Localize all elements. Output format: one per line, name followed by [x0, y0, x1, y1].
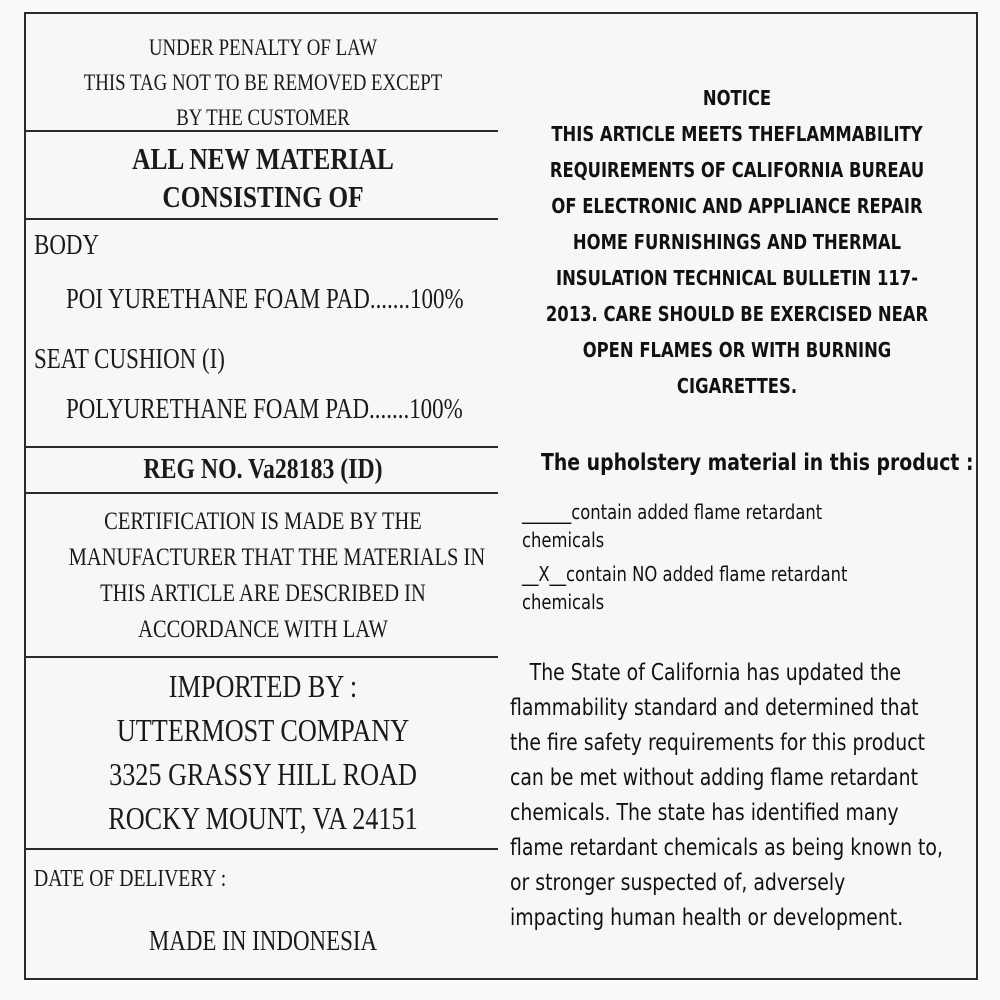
- warning-line-3: BY THE CUSTOMER: [176, 105, 350, 130]
- state-line-2: flammability standard and determined that: [510, 695, 919, 721]
- material-heading-line-2: CONSISTING OF: [162, 179, 364, 214]
- notice-block: [498, 80, 976, 404]
- notice-line-5: INSULATION TECHNICAL BULLETIN 117-: [555, 266, 919, 290]
- importer-name: UTTERMOST COMPANY: [116, 712, 410, 748]
- reg-no-section: [26, 448, 500, 494]
- option-added-blank: ______: [522, 500, 572, 524]
- state-line-7: or stronger suspected of, adversely: [510, 870, 846, 896]
- notice-line-2: REQUIREMENTS OF CALIFORNIA BUREAU: [549, 158, 925, 182]
- imported-by-label: IMPORTED BY :: [168, 668, 358, 704]
- notice-line-1: THIS ARTICLE MEETS THEFLAMMABILITY: [551, 122, 923, 146]
- upholstery-intro: The upholstery material in this product :: [541, 450, 974, 476]
- option-no-added-text: contain NO added flame retardant: [566, 562, 848, 586]
- importer-section: [26, 658, 500, 850]
- option-added: [522, 498, 919, 554]
- notice-line-6: 2013. CARE SHOULD BE EXERCISED NEAR: [545, 302, 929, 326]
- seat-cushion-label: SEAT CUSHION (I): [34, 344, 225, 375]
- flame-retardant-options: [522, 498, 919, 616]
- state-line-4: can be met without adding flame retardant: [510, 765, 918, 791]
- date-of-delivery-label: DATE OF DELIVERY :: [34, 866, 227, 892]
- seat-cushion-content: POLYURETHANE FOAM PAD.......100%: [66, 394, 463, 425]
- option-no-added-checkmark: __X__: [522, 562, 567, 586]
- warning-section: [26, 14, 500, 132]
- notice-line-7: OPEN FLAMES OR WITH BURNING: [582, 338, 892, 362]
- importer-street: 3325 GRASSY HILL ROAD: [109, 756, 417, 792]
- material-heading-line-1: ALL NEW MATERIAL: [132, 141, 394, 176]
- notice-line-8: CIGARETTES.: [676, 374, 798, 398]
- delivery-section: [26, 850, 500, 976]
- left-panel: [24, 12, 502, 980]
- certification-line-4: ACCORDANCE WITH LAW: [138, 616, 388, 643]
- notice-line-4: HOME FURNISHINGS AND THERMAL: [572, 230, 902, 254]
- notice-title: NOTICE: [702, 86, 772, 110]
- state-line-8: impacting human health or development.: [510, 905, 904, 931]
- country-of-origin: MADE IN INDONESIA: [148, 926, 378, 957]
- state-line-1: The State of California has updated the: [529, 660, 902, 686]
- certification-line-2: MANUFACTURER THAT THE MATERIALS IN: [68, 544, 486, 571]
- state-line-5: chemicals. The state has identified many: [510, 800, 899, 826]
- option-no-added-cont: chemicals: [522, 590, 605, 614]
- state-line-6: flame retardant chemicals as being known to,: [510, 835, 943, 861]
- right-panel: [498, 12, 978, 980]
- certification-line-3: THIS ARTICLE ARE DESCRIBED IN: [100, 580, 426, 607]
- warning-line-2: THIS TAG NOT TO BE REMOVED EXCEPT: [83, 70, 443, 95]
- option-no-added: [522, 560, 919, 616]
- importer-city: ROCKY MOUNT, VA 24151: [108, 800, 418, 836]
- body-content: POI YURETHANE FOAM PAD.......100%: [66, 284, 464, 315]
- state-line-3: the fire safety requirements for this product: [510, 730, 926, 756]
- state-statement: [510, 656, 1000, 936]
- notice-line-3: OF ELECTRONIC AND APPLIANCE REPAIR: [551, 194, 923, 218]
- certification-line-1: CERTIFICATION IS MADE BY THE: [104, 508, 422, 535]
- option-added-cont: chemicals: [522, 528, 605, 552]
- option-added-text: contain added flame retardant: [571, 500, 823, 524]
- reg-number: REG NO. Va28183 (ID): [143, 453, 383, 485]
- contents-section: [26, 220, 500, 448]
- body-label: BODY: [34, 230, 100, 261]
- warning-line-1: UNDER PENALTY OF LAW: [148, 35, 378, 60]
- material-heading-section: [26, 132, 500, 220]
- certification-section: [26, 494, 500, 658]
